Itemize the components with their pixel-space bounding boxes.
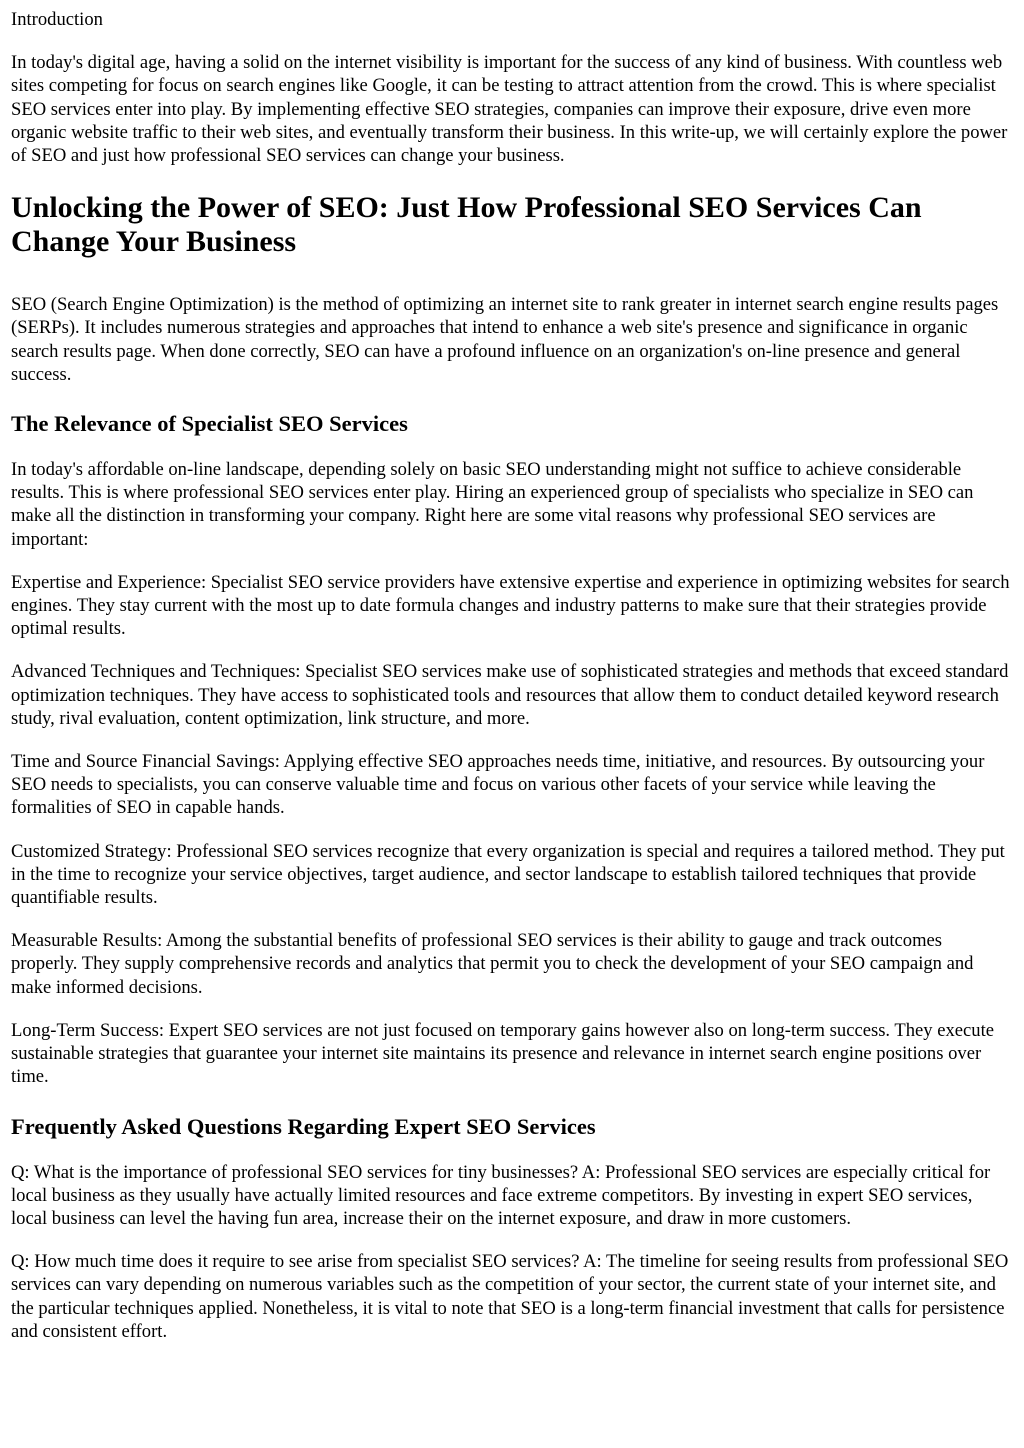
relevance-intro-paragraph: In today's affordable on-line landscape, depending solely on basic SEO understanding might not suffice to achieve considerable results. This is where professional SEO services enter play. Hiring an experienced group of specialists who specialize in SEO can make all the distinction in transforming your company. Right here are some vital reasons why professional SEO services are important: [11,459,974,550]
intro-paragraph: In today's digital age, having a solid on the internet visibility is important for the success of any kind of business. With countless web sites competing for focus on search engines like Google, it can be testing to attract attention from the crowd. This is where specialist SEO services enter into play. By implementing effective SEO strategies, companies can improve their exposure, drive even more organic website traffic to their web sites, and eventually transform their business. In this write-up, we will certainly explore the power of SEO and just how professional SEO services can change your business. [11,52,1008,167]
relevance-heading: The Relevance of Specialist SEO Services [11,411,408,437]
faq-item-timeline: Q: How much time does it require to see arise from specialist SEO services? A: The timeline for seeing results from professional SEO services can vary depending on numerous variables such as the competition of your sector, the current state of your internet site, and the particular techniques applied. Nonetheless, it is vital to note that SEO is a long-term financial investment that calls for persistence and consistent effort. [11,1251,1009,1342]
reason-paragraph-long-term-success: Long-Term Success: Expert SEO services are not just focused on temporary gains however also on long-term success. They execute sustainable strategies that guarantee your internet site maintains its presence and relevance in internet search engine positions over time. [11,1019,995,1088]
reason-paragraph-customized-strategy: Customized Strategy: Professional SEO services recognize that every organization is special and requires a tailored method. They put in the time to recognize your service objectives, target audience, and sector landscape to establish tailored techniques that provide quantifiable results. [11,840,1005,909]
article-title: Unlocking the Power of SEO: Just How Professional SEO Services Can Change Your Business [11,191,922,259]
seo-definition-paragraph: SEO (Search Engine Optimization) is the method of optimizing an internet site to rank greater in internet search engine results pages (SERPs). It includes numerous strategies and approaches that intend to enhance a web site's presence and significance in organic search results page. When done correctly, SEO can have a profound influence on an organization's on-line presence and general success. [11,294,999,385]
reason-paragraph-expertise: Expertise and Experience: Specialist SEO service providers have extensive expertise and experience in optimizing websites for search engines. They stay current with the most up to date formula changes and industry patterns to make sure that their strategies provide optimal results. [11,571,1010,640]
faq-heading: Frequently Asked Questions Regarding Expert SEO Services [11,1113,596,1139]
intro-label: Introduction [11,9,103,30]
faq-item-small-business: Q: What is the importance of professional SEO services for tiny businesses? A: Professional SEO services are especially critical for local business as they usually have actually limited resources and face extreme competitors. By investing in expert SEO services, local business can level the having fun area, increase their on the internet exposure, and draw in more customers. [11,1161,991,1229]
reason-paragraph-measurable-results: Measurable Results: Among the substantial benefits of professional SEO services is their ability to gauge and track outcomes properly. They supply comprehensive records and analytics that permit you to check the development of your SEO campaign and make informed decisions. [11,930,974,998]
reason-paragraph-time-savings: Time and Source Financial Savings: Applying effective SEO approaches needs time, initiative, and resources. By outsourcing your SEO needs to specialists, you can conserve valuable time and focus on various other facets of your service while leaving the formalities of SEO in capable hands. [11,751,985,819]
reason-paragraph-advanced-techniques: Advanced Techniques and Techniques: Specialist SEO services make use of sophisticated strategies and methods that exceed standard optimization techniques. They have access to sophisticated tools and resources that allow them to conduct detailed keyword research study, rival evaluation, content optimization, link structure, and more. [11,661,1009,729]
